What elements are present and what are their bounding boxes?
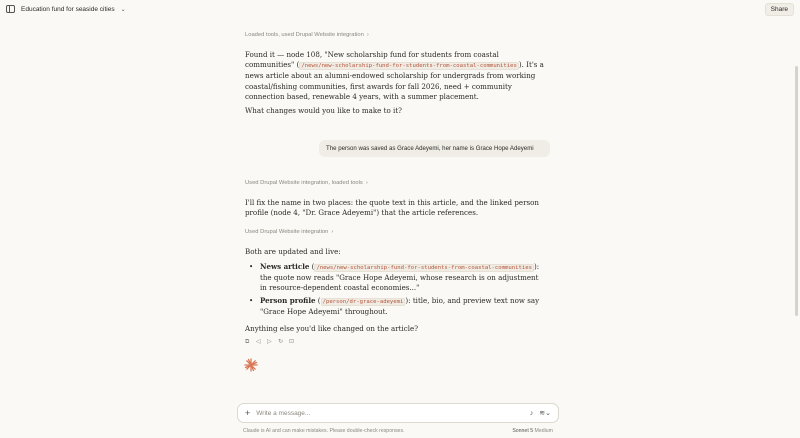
title-group [6,5,126,13]
model-selector[interactable] [512,428,553,434]
waveform-icon[interactable]: ≋⌄ [539,410,551,417]
chevron-right-icon: › [366,32,369,38]
message-input[interactable]: Write a message... [256,409,311,417]
list-item-text: ): the quote now reads "Grace Hope Adeyemi, whose research is on adjustment in resource-dependent coastal economies..." [260,262,540,293]
assistant-closing: Anything else you'd like changed on the article? [245,324,419,333]
sidebar-toggle-icon[interactable] [6,5,15,13]
list-item [245,296,545,317]
chevron-right-icon: › [365,180,368,186]
list-item-label: Person profile [260,295,316,305]
assistant-message [245,50,545,102]
message-text: ). It's a news article about an alumni-endowed scholarship for undergrads from working coastal/fishing communities, first awards for fall 2026, need + community connection based, renewable 4 years, with a summer placement. [245,60,544,101]
tool-usage-label: Used Drupal Website integration, loaded tools [245,180,363,186]
assistant-message: I'll fix the name in two places: the quote text in this article, and the linked person profile (node 4, "Dr. Grace Adeyemi") that the article references. [245,198,539,218]
message-composer[interactable] [237,403,559,423]
retry-icon[interactable]: ↻ [278,338,284,345]
paren-open: ( [315,295,321,305]
thumbs-down-icon[interactable]: ▷ [267,338,272,345]
plus-icon[interactable]: + [245,408,251,418]
inline-code: /person/dr-grace-adeyemi [322,298,404,305]
footer [243,428,553,434]
disclaimer: Claude is AI and can make mistakes. Please double-check responses. [243,428,405,434]
inline-code: /news/new-scholarship-fund-for-students-from-coastal-communities [301,63,517,70]
chat-title[interactable]: Education fund for seaside cities [21,5,115,13]
thumbs-up-icon[interactable]: ◁ [256,338,261,345]
list-item-label: News article [260,262,310,271]
message-text: Found it — node 108, "New scholarship fund for students from coastal communities" ( [245,50,499,70]
microphone-icon[interactable]: ♪ [529,409,534,417]
message-actions [245,339,295,345]
copy-icon[interactable]: ⧉ [245,338,250,345]
inline-code: /news/new-scholarship-fund-for-students-from-coastal-communities [316,265,532,271]
paren-open: ( [309,262,315,271]
chevron-down-icon[interactable]: ⌄ [120,6,126,13]
chevron-right-icon: › [331,229,334,235]
model-name: Sonnet 5 [512,428,534,434]
share-button[interactable]: Share [765,3,794,16]
edit-icon[interactable]: ⊡ [289,338,295,345]
tool-usage-label: Used Drupal Website integration [245,229,329,235]
update-list [245,262,545,319]
list-item-text: ): title, bio, and preview text now say "Grace Hope Adeyemi" throughout. [260,295,540,316]
tool-usage-summary[interactable] [245,32,545,38]
top-bar [0,0,800,18]
tool-usage-label: Loaded tools, used Drupal Website integration [245,32,364,38]
user-message-bubble [319,140,550,157]
assistant-question: What changes would you like to make to it? [245,106,402,115]
scrollbar[interactable] [795,66,798,316]
assistant-message: Both are updated and live: [245,247,341,256]
user-message-text: The person was saved as Grace Adeyemi, her name is Grace Hope Adeyemi [326,145,534,152]
list-item [245,262,545,294]
claude-spark-icon [244,358,258,372]
tool-usage-summary[interactable] [245,180,545,186]
effort-level: Medium [534,428,553,434]
tool-usage-summary[interactable] [245,229,545,235]
